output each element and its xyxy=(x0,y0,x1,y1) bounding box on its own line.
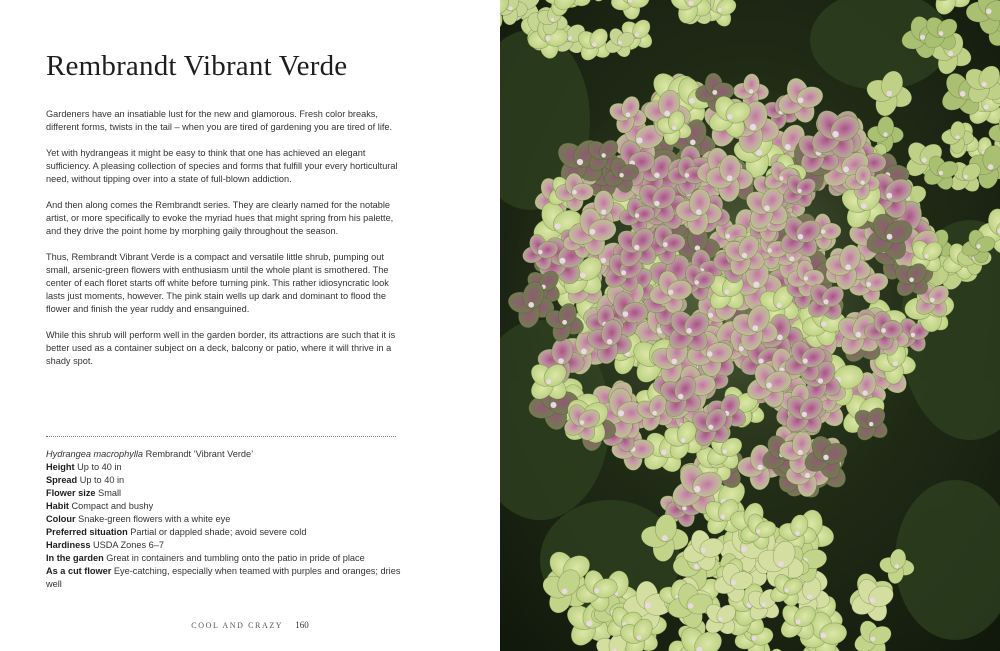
section-name: COOL AND CRAZY xyxy=(191,621,284,630)
spec-flower-size xyxy=(46,487,406,500)
spec-value: Eye-catching, especially when teamed with purples and oranges; dries well xyxy=(46,566,401,589)
spec-label: Spread xyxy=(46,475,78,485)
intro-text xyxy=(46,108,406,381)
spec-value: Small xyxy=(95,488,122,498)
spec-cut-flower xyxy=(46,565,406,591)
paragraph: Yet with hydrangeas it might be easy to think that one has achieved an elegant sufficiency. A pleasing collection of species and forms that fulfill your every horticultural need, without tipping over into a state of full-blown addiction. xyxy=(46,148,398,184)
paragraph: Thus, Rembrandt Vibrant Verde is a compact and versatile little shrub, pumping out small, arsenic-green flowers with enthusiasm until the whole plant is smothered. The center of each floret starts off white before turning pink. This rather idiosyncratic look lasts just moments, however. The pink stain wells up dark and dominant to flood the flower and finish the year ruddy and ensanguined. xyxy=(46,252,389,314)
spec-preferred-situation xyxy=(46,526,406,539)
spec-value: Compact and bushy xyxy=(68,501,154,511)
spec-value: Great in containers and tumbling onto the patio in pride of place xyxy=(103,553,365,563)
page-title: Rembrandt Vibrant Verde xyxy=(46,50,348,82)
spec-label: As a cut flower xyxy=(46,566,112,576)
plant-specs xyxy=(46,448,406,591)
spec-label: Preferred situation xyxy=(46,527,128,537)
spec-height xyxy=(46,461,406,474)
spec-value: Snake-green flowers with a white eye xyxy=(75,514,231,524)
dotted-divider xyxy=(46,436,396,437)
spec-spread xyxy=(46,474,406,487)
spec-label: In the garden xyxy=(46,553,104,563)
spec-value: USDA Zones 6–7 xyxy=(90,540,164,550)
hydrangea-photo xyxy=(500,0,1000,651)
spec-value: Up to 40 in xyxy=(74,462,122,472)
botanical-name-cultivar: Rembrandt ‘Vibrant Verde’ xyxy=(143,449,254,459)
paragraph: While this shrub will perform well in the garden border, its attractions are such that it is better used as a container subject on a deck, balcony or patio, where it will thrive in a shady spot. xyxy=(46,330,396,366)
page-footer xyxy=(0,620,500,630)
spec-colour xyxy=(46,513,406,526)
spec-in-the-garden xyxy=(46,552,406,565)
botanical-name xyxy=(46,448,406,461)
spec-label: Habit xyxy=(46,501,69,511)
spec-hardiness xyxy=(46,539,406,552)
spec-value: Partial or dappled shade; avoid severe cold xyxy=(127,527,307,537)
spec-label: Flower size xyxy=(46,488,96,498)
spec-value: Up to 40 in xyxy=(77,475,125,485)
paragraph: And then along comes the Rembrandt series. They are clearly named for the notable artist, or more specifically to evoke the myriad hues that might spring from his palette, and they drive the point home by morphing gaily throughout the season. xyxy=(46,200,394,236)
botanical-name-italic: Hydrangea macrophylla xyxy=(46,449,144,459)
page-number: 160 xyxy=(295,620,309,630)
paragraph: Gardeners have an insatiable lust for the new and glamorous. Fresh color breaks, different forms, twists in the tail – when you are tired of gardening you are tired of life. xyxy=(46,109,393,132)
spec-label: Hardiness xyxy=(46,540,91,550)
hydrangea-photo-drawing xyxy=(500,0,1000,651)
spec-label: Height xyxy=(46,462,75,472)
spec-label: Colour xyxy=(46,514,76,524)
spec-habit xyxy=(46,500,406,513)
